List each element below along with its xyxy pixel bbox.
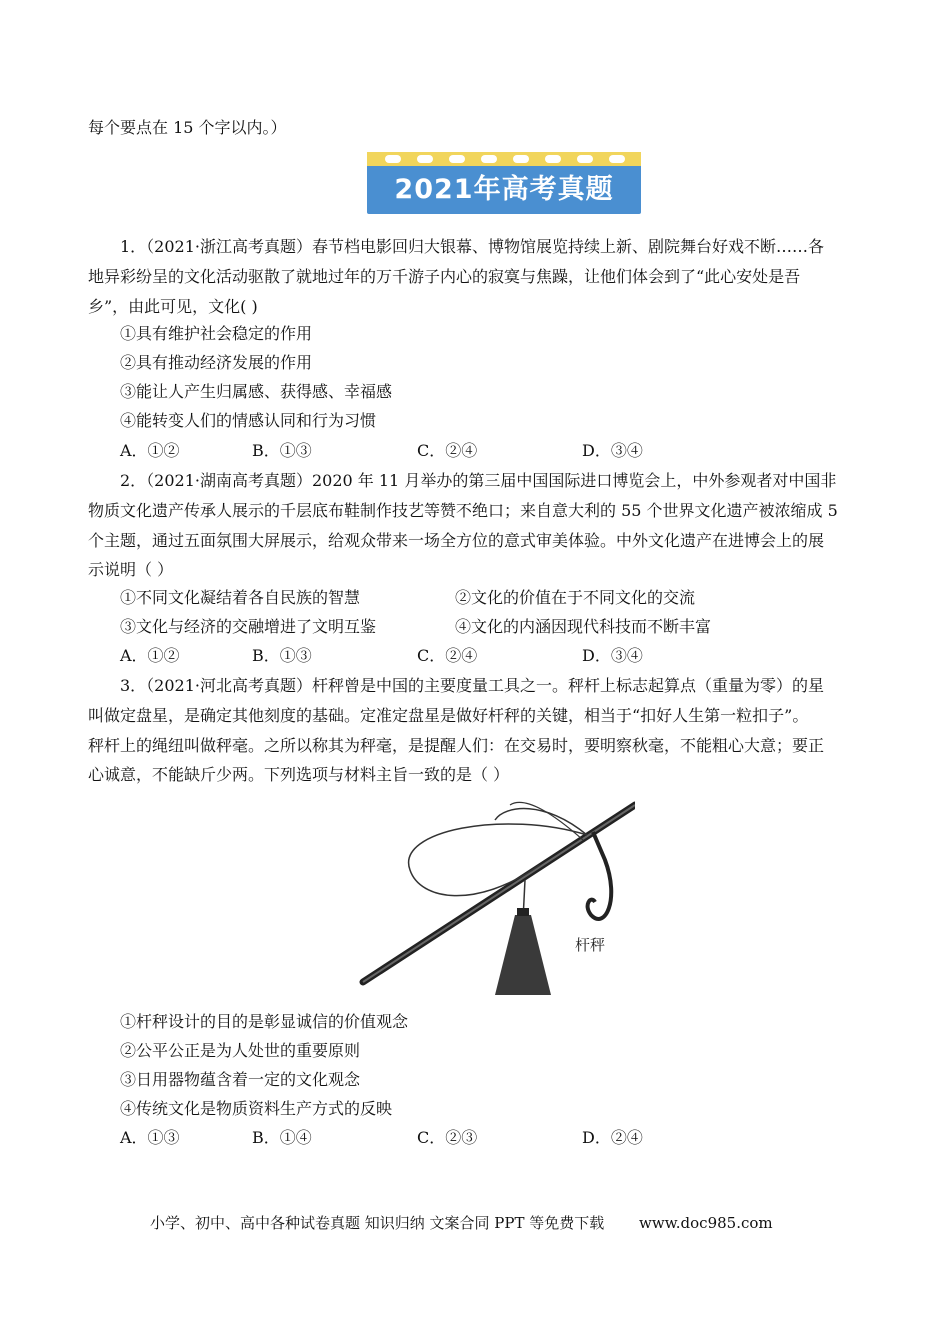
q1-line-3: 乡”，由此可见，文化( ) xyxy=(88,297,258,316)
q2-item-3: ③文化与经济的交融增进了文明互鉴 xyxy=(120,617,377,636)
footer-text: 小学、初中、高中各种试卷真题 知识归纳 文案合同 PPT 等免费下载 xyxy=(150,1214,605,1232)
intro-line: 每个要点在 15 个字以内。） xyxy=(88,118,287,137)
q2-option-d: D．③④ xyxy=(582,646,643,665)
q2-line-1: 2．（2021·湖南高考真题）2020 年 11 月举办的第三届中国国际进口博览会上，中外参观者对中国非 xyxy=(120,471,837,490)
q3-line-1: 3．（2021·河北高考真题）杆秤曾是中国的主要度量工具之一。秤杆上标志起算点（重量为零）的星 xyxy=(120,676,824,695)
q2-option-b: B．①③ xyxy=(252,646,312,665)
q3-line-3: 秤杆上的绳纽叫做秤毫。之所以称其为秤毫，是提醒人们：在交易时，要明察秋毫，不能粗心大意；要正 xyxy=(88,736,825,755)
q3-option-a: A．①③ xyxy=(120,1128,180,1147)
q1-line-2: 地异彩纷呈的文化活动驱散了就地过年的万千游子内心的寂寞与焦躁，让他们体会到了“此心安处是吾 xyxy=(88,267,801,286)
banner-decoration xyxy=(367,152,641,166)
section-banner xyxy=(367,152,641,214)
q3-item-4: ④传统文化是物质资料生产方式的反映 xyxy=(120,1099,393,1118)
banner-title: 2021年高考真题 xyxy=(394,174,614,205)
q3-line-4: 心诚意，不能缺斤少两。下列选项与材料主旨一致的是（ ） xyxy=(88,765,510,784)
footer-url[interactable]: www.doc985.com xyxy=(639,1214,773,1232)
q3-option-d: D．②④ xyxy=(582,1128,643,1147)
q3-option-c: C．②③ xyxy=(417,1128,478,1147)
figure-label: 杆秤 xyxy=(575,936,606,954)
q1-item-2: ②具有推动经济发展的作用 xyxy=(120,353,313,372)
q2-item-2: ②文化的价值在于不同文化的交流 xyxy=(455,588,696,607)
q1-option-c: C．②④ xyxy=(417,441,478,460)
q1-item-3: ③能让人产生归属感、获得感、幸福感 xyxy=(120,382,393,401)
q1-item-1: ①具有维护社会稳定的作用 xyxy=(120,324,313,343)
q1-option-b: B．①③ xyxy=(252,441,312,460)
q2-line-3: 个主题，通过五面氛围大屏展示，给观众带来一场全方位的意式审美体验。中外文化遗产在进博会上的展 xyxy=(88,531,825,550)
q1-option-a: A．①② xyxy=(120,441,180,460)
q1-line-1: 1．（2021·浙江高考真题）春节档电影回归大银幕、博物馆展览持续上新、剧院舞台好戏不断……各 xyxy=(120,237,824,256)
q1-option-d: D．③④ xyxy=(582,441,643,460)
q2-item-1: ①不同文化凝结着各自民族的智慧 xyxy=(120,588,361,607)
q3-item-3: ③日用器物蕴含着一定的文化观念 xyxy=(120,1070,361,1089)
page-footer xyxy=(150,1212,773,1233)
q3-item-2: ②公平公正是为人处世的重要原则 xyxy=(120,1041,361,1060)
q2-line-4: 示说明（ ） xyxy=(88,560,174,579)
q2-option-a: A．①② xyxy=(120,646,180,665)
q3-line-2: 叫做定盘星，是确定其他刻度的基础。定准定盘星是做好杆秤的关键，相当于“扣好人生第一粒扣子”。 xyxy=(88,706,809,725)
q2-option-c: C．②④ xyxy=(417,646,478,665)
q3-option-b: B．①④ xyxy=(252,1128,312,1147)
q2-item-4: ④文化的内涵因现代科技而不断丰富 xyxy=(455,617,712,636)
q1-item-4: ④能转变人们的情感认同和行为习惯 xyxy=(120,411,377,430)
steelyard-scale-image xyxy=(355,790,635,1005)
q3-item-1: ①杆秤设计的目的是彰显诚信的价值观念 xyxy=(120,1012,409,1031)
q2-line-2: 物质文化遗产传承人展示的千层底布鞋制作技艺等赞不绝口；来自意大利的 55 个世界文化遗产被浓缩成 5 xyxy=(88,501,838,520)
